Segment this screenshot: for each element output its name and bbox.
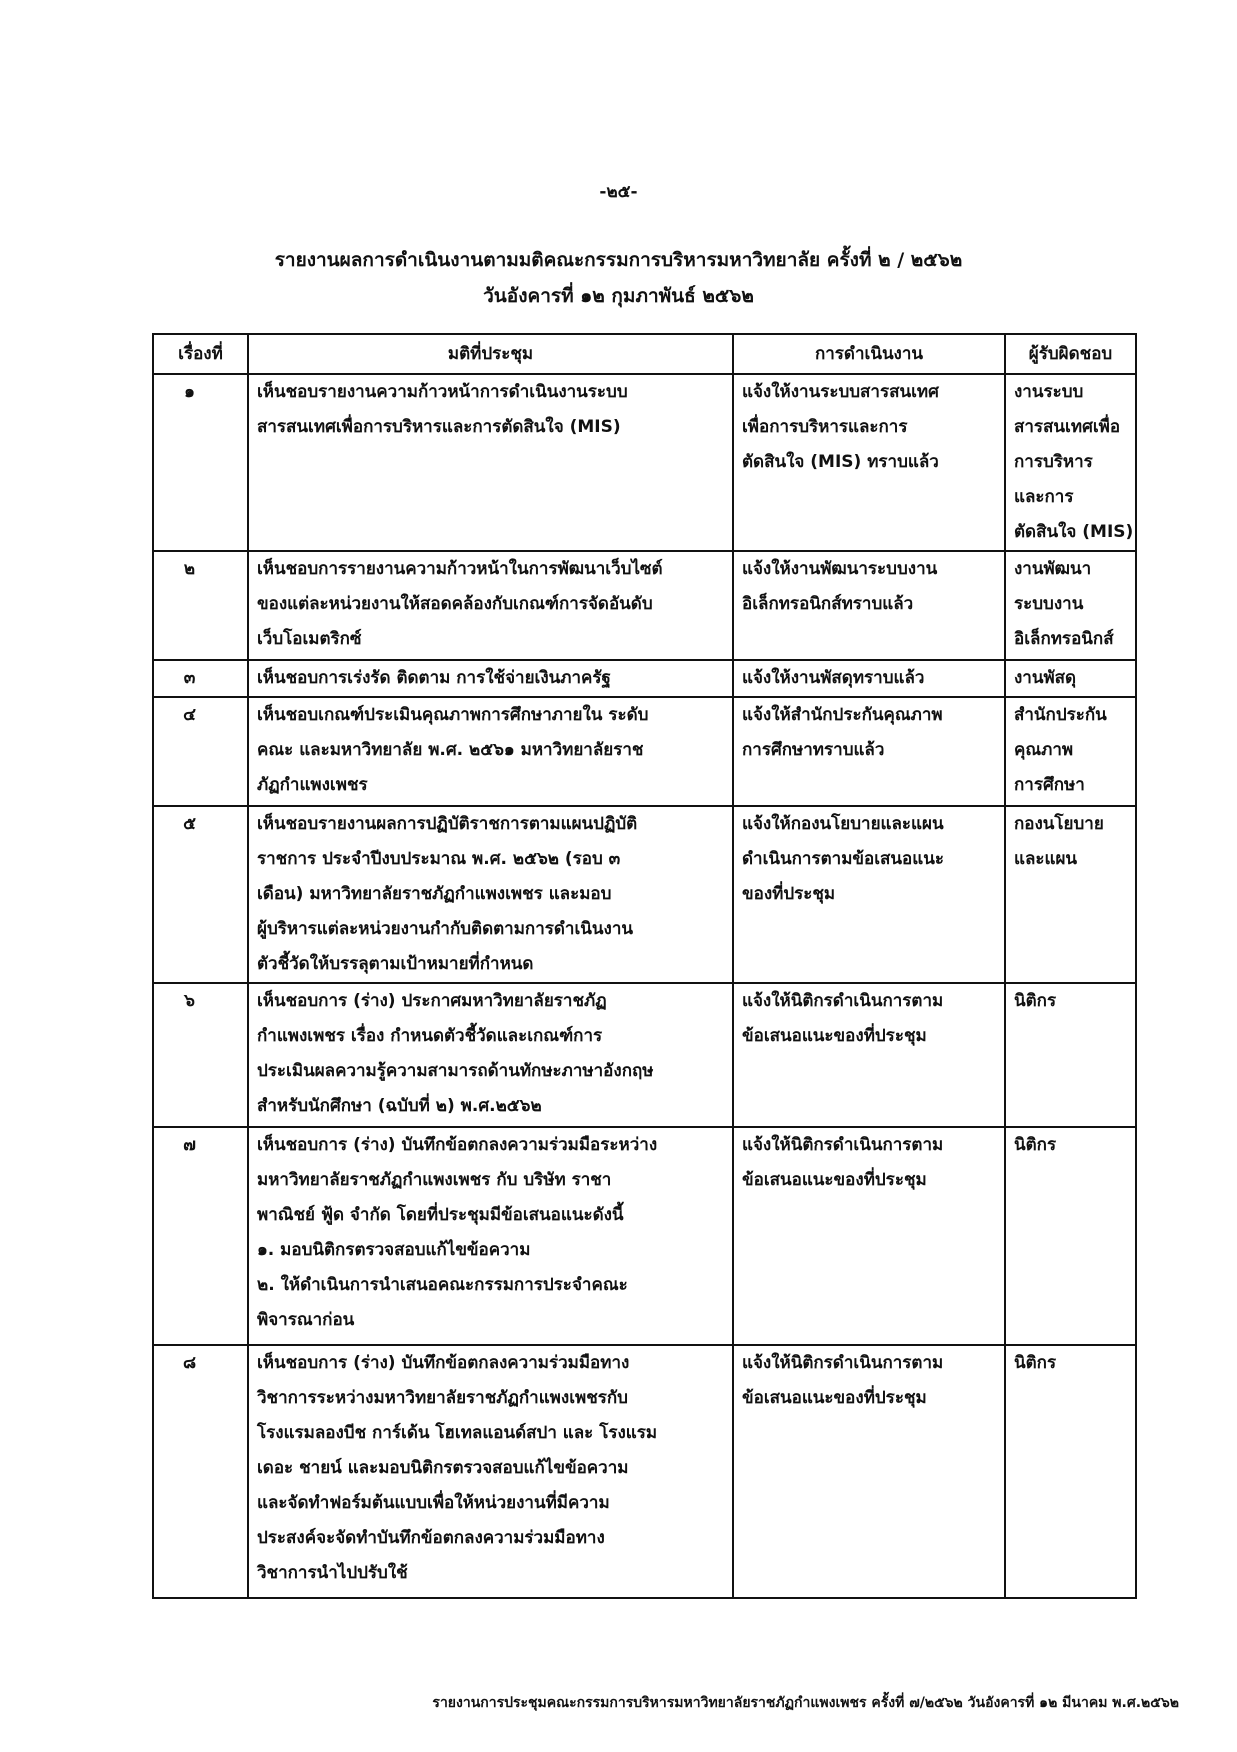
- responsible-line: นิติกร: [1014, 1135, 1057, 1155]
- resolution-line: วิชาการนำไปปรับใช้: [257, 1563, 408, 1583]
- resolution-sub-item: ๑. มอบนิติกรตรวจสอบแก้ไขข้อความ: [257, 1240, 531, 1260]
- resolution-line: เดือน) มหาวิทยาลัยราชภัฏกำแพงเพชร และมอบ: [257, 884, 612, 904]
- action-line: ตัดสินใจ (MIS) ทราบแล้ว: [742, 452, 939, 472]
- responsible-line: นิติกร: [1014, 1353, 1057, 1373]
- item-number: ๒: [153, 551, 248, 660]
- action-line: ดำเนินการตามข้อเสนอแนะ: [742, 849, 944, 869]
- action-line: แจ้งให้งานระบบสารสนเทศ: [742, 382, 939, 402]
- page-number: -๒๕-: [599, 182, 638, 202]
- table-row: [153, 1345, 1136, 1598]
- resolution-line: เห็นชอบการ (ร่าง) ประกาศมหาวิทยาลัยราชภัฏ: [257, 991, 607, 1011]
- action-line: ข้อเสนอแนะของที่ประชุม: [742, 1170, 927, 1190]
- resolution-table: [152, 333, 1137, 1599]
- responsible-line: คุณภาพ: [1014, 740, 1074, 760]
- table-row: [153, 660, 1136, 697]
- resolution-line: ผู้บริหารแต่ละหน่วยงานกำกับติดตามการดำเนินงาน: [257, 919, 633, 939]
- resolution-line: คณะ และมหาวิทยาลัย พ.ศ. ๒๕๖๑ มหาวิทยาลัยราช: [257, 740, 644, 760]
- resolution-line: ตัวชี้วัดให้บรรลุตามเป้าหมายที่กำหนด: [257, 954, 534, 974]
- action-cell: [733, 551, 1005, 660]
- action-cell: [733, 1127, 1005, 1345]
- resolution-cell: [248, 1127, 733, 1345]
- responsible-line: อิเล็กทรอนิกส์: [1014, 629, 1114, 649]
- action-line: แจ้งให้งานพัสดุทราบแล้ว: [742, 668, 925, 688]
- action-line: แจ้งให้กองนโยบายและแผน: [742, 814, 944, 834]
- responsible-line: สารสนเทศเพื่อ: [1014, 417, 1121, 437]
- resolution-cell: [248, 1345, 733, 1598]
- resolution-line: เว็บโอเมตริกซ์: [257, 629, 362, 649]
- action-cell: [733, 374, 1005, 551]
- table-row: [153, 551, 1136, 660]
- resolution-cell: [248, 660, 733, 697]
- resolution-line: ประสงค์จะจัดทำบันทึกข้อตกลงความร่วมมือทาง: [257, 1528, 605, 1548]
- resolution-line: มหาวิทยาลัยราชภัฏกำแพงเพชร กับ บริษัท ราชา: [257, 1170, 612, 1190]
- header-responsible: ผู้รับผิดชอบ: [1005, 334, 1136, 374]
- resolution-line: พาณิชย์ ฟู้ด จำกัด โดยที่ประชุมมีข้อเสนอแนะดังนี้: [257, 1205, 624, 1225]
- resolution-cell: [248, 374, 733, 551]
- responsible-line: กองนโยบาย: [1014, 814, 1104, 834]
- table-header-row: [153, 334, 1136, 374]
- resolution-line: พิจารณาก่อน: [257, 1310, 355, 1330]
- resolution-sub-item: ๒. ให้ดำเนินการนำเสนอคณะกรรมการประจำคณะ: [257, 1275, 628, 1295]
- resolution-cell: [248, 806, 733, 983]
- responsible-cell: [1005, 660, 1136, 697]
- action-line: เพื่อการบริหารและการ: [742, 417, 908, 437]
- responsible-line: งานระบบ: [1014, 382, 1084, 402]
- item-number: ๓: [153, 660, 248, 697]
- action-cell: [733, 806, 1005, 983]
- action-cell: [733, 983, 1005, 1127]
- action-line: แจ้งให้สำนักประกันคุณภาพ: [742, 705, 943, 725]
- report-title-line-1: รายงานผลการดำเนินงานตามมติคณะกรรมการบริหารมหาวิทยาลัย ครั้งที่ ๒ / ๒๕๖๒: [274, 249, 963, 271]
- item-number: ๔: [153, 697, 248, 806]
- table-row: [153, 983, 1136, 1127]
- responsible-line: ตัดสินใจ (MIS): [1014, 522, 1134, 542]
- resolution-line: วิชาการระหว่างมหาวิทยาลัยราชภัฏกำแพงเพชรกับ: [257, 1388, 628, 1408]
- resolution-line: ราชการ ประจำปีงบประมาณ พ.ศ. ๒๕๖๒ (รอบ ๓: [257, 849, 621, 869]
- header-action: การดำเนินงาน: [733, 334, 1005, 374]
- responsible-line: และแผน: [1014, 849, 1078, 869]
- action-line: ข้อเสนอแนะของที่ประชุม: [742, 1388, 927, 1408]
- item-number: ๖: [153, 983, 248, 1127]
- resolution-line: ของแต่ละหน่วยงานให้สอดคล้องกับเกณฑ์การจัดอันดับ: [257, 594, 653, 614]
- responsible-line: และการ: [1014, 487, 1074, 507]
- responsible-cell: [1005, 697, 1136, 806]
- responsible-line: สำนักประกัน: [1014, 705, 1107, 725]
- responsible-cell: [1005, 1345, 1136, 1598]
- responsible-line: การศึกษา: [1014, 775, 1085, 795]
- responsible-cell: [1005, 1127, 1136, 1345]
- item-number: ๘: [153, 1345, 248, 1598]
- header-resolution: มติที่ประชุม: [248, 334, 733, 374]
- report-title: [0, 242, 1237, 314]
- resolution-line: เห็นชอบรายงานความก้าวหน้าการดำเนินงานระบบ: [257, 382, 628, 402]
- action-line: แจ้งให้งานพัฒนาระบบงาน: [742, 559, 938, 579]
- table-row: [153, 374, 1136, 551]
- resolution-line: เห็นชอบรายงานผลการปฏิบัติราชการตามแผนปฏิบัติ: [257, 814, 638, 834]
- table-row: [153, 697, 1136, 806]
- responsible-cell: [1005, 374, 1136, 551]
- table-row: [153, 806, 1136, 983]
- action-line: ข้อเสนอแนะของที่ประชุม: [742, 1026, 927, 1046]
- header-item: เรื่องที่: [153, 334, 248, 374]
- resolution-line: สารสนเทศเพื่อการบริหารและการตัดสินใจ (MIS): [257, 417, 621, 437]
- resolution-line: ประเมินผลความรู้ความสามารถด้านทักษะภาษาอังกฤษ: [257, 1061, 654, 1081]
- action-cell: [733, 1345, 1005, 1598]
- report-title-line-2: วันอังคารที่ ๑๒ กุมภาพันธ์ ๒๕๖๒: [483, 285, 754, 307]
- resolution-line: เห็นชอบเกณฑ์ประเมินคุณภาพการศึกษาภายใน ระดับ: [257, 705, 649, 725]
- item-number: ๕: [153, 806, 248, 983]
- action-cell: [733, 697, 1005, 806]
- resolution-cell: [248, 697, 733, 806]
- resolution-line: กำแพงเพชร เรื่อง กำหนดตัวชี้วัดและเกณฑ์การ: [257, 1026, 603, 1046]
- resolution-cell: [248, 551, 733, 660]
- responsible-line: นิติกร: [1014, 991, 1057, 1011]
- resolution-cell: [248, 983, 733, 1127]
- action-line: ของที่ประชุม: [742, 884, 836, 904]
- action-line: อิเล็กทรอนิกส์ทราบแล้ว: [742, 594, 914, 614]
- resolution-line: เห็นชอบการ (ร่าง) บันทึกข้อตกลงความร่วมมือระหว่าง: [257, 1135, 658, 1155]
- responsible-line: ระบบงาน: [1014, 594, 1084, 614]
- responsible-cell: [1005, 983, 1136, 1127]
- resolution-line: เห็นชอบการ (ร่าง) บันทึกข้อตกลงความร่วมมือทาง: [257, 1353, 630, 1373]
- action-cell: [733, 660, 1005, 697]
- resolution-line: ภัฏกำแพงเพชร: [257, 775, 368, 795]
- responsible-line: งานพัสดุ: [1014, 668, 1077, 688]
- resolution-line: สำหรับนักศึกษา (ฉบับที่ ๒) พ.ศ.๒๕๖๒: [257, 1096, 542, 1116]
- page-footer: รายงานการประชุมคณะกรรมการบริหารมหาวิทยาลัยราชภัฏกำแพงเพชร ครั้งที่ ๗/๒๕๖๒ วันอังคารที่ ๑๒ มีนาคม พ.ศ.๒๕๖๒: [432, 1695, 1179, 1711]
- resolution-line: เห็นชอบการเร่งรัด ติดตาม การใช้จ่ายเงินภาครัฐ: [257, 668, 611, 688]
- table-row: [153, 1127, 1136, 1345]
- action-line: แจ้งให้นิติกรดำเนินการตาม: [742, 991, 944, 1011]
- item-number: ๑: [153, 374, 248, 551]
- resolution-line: เดอะ ชายน์ และมอบนิติกรตรวจสอบแก้ไขข้อความ: [257, 1458, 629, 1478]
- action-line: แจ้งให้นิติกรดำเนินการตาม: [742, 1135, 944, 1155]
- responsible-cell: [1005, 806, 1136, 983]
- responsible-cell: [1005, 551, 1136, 660]
- item-number: ๗: [153, 1127, 248, 1345]
- resolution-line: และจัดทำฟอร์มต้นแบบเพื่อให้หน่วยงานที่มีความ: [257, 1493, 610, 1513]
- responsible-line: การบริหาร: [1014, 452, 1093, 472]
- resolution-line: โรงแรมลองบีช การ์เด้น โฮเทลแอนด์สปา และ โรงแรม: [257, 1423, 658, 1443]
- resolution-line: เห็นชอบการรายงานความก้าวหน้าในการพัฒนาเว็บไซต์: [257, 559, 663, 579]
- action-line: แจ้งให้นิติกรดำเนินการตาม: [742, 1353, 944, 1373]
- responsible-line: งานพัฒนา: [1014, 559, 1092, 579]
- action-line: การศึกษาทราบแล้ว: [742, 740, 885, 760]
